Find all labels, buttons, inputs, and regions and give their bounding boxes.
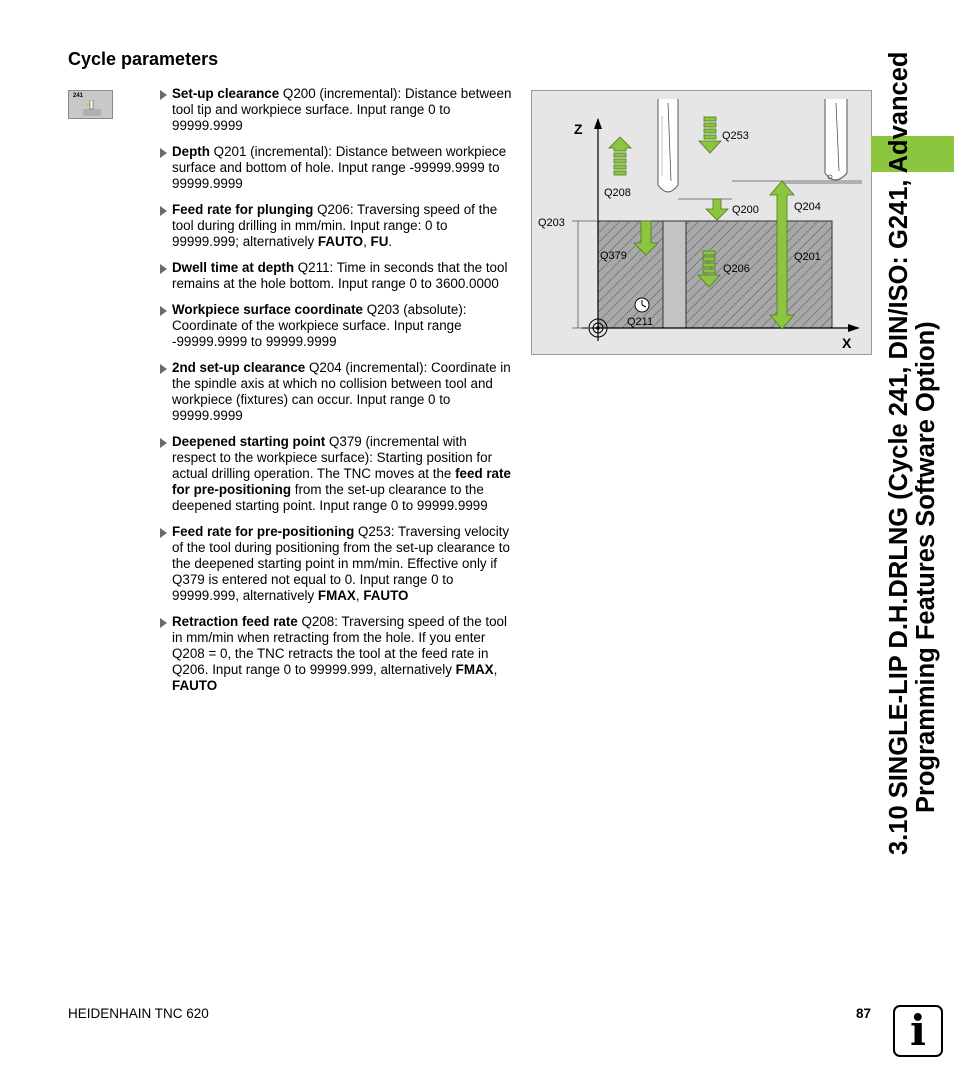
cycle-241-softkey xyxy=(68,90,113,119)
param-name: 2nd set-up clearance xyxy=(172,360,306,375)
dwell-clock-icon xyxy=(635,298,649,312)
param-desc: Q211: Time in seconds that the tool remains at the hole bottom. Input range 0 to 3600.0000 xyxy=(172,260,508,291)
chapter-title-line1: 3.10 SINGLE-LIP D.H.DRLNG (Cycle 241, DIN/ISO: G241, Advanced xyxy=(885,51,913,855)
param-desc: Q253: Traversing velocity of the tool during positioning from the set-up clearance to the deepened starting point in mm/min. Effective only if Q379 is entered not equal to 0. Input range 0 to 99999.999, alternatively xyxy=(172,524,510,603)
param-desc: Q206: Traversing speed of the tool during drilling in mm/min. Input range: 0 to 99999.999; alternatively xyxy=(172,202,498,249)
z-axis-label: Z xyxy=(574,121,583,137)
param-option: FAUTO xyxy=(317,234,364,249)
bullet-arrow-icon xyxy=(160,618,167,628)
param-name: Feed rate for pre-positioning xyxy=(172,524,355,539)
param-name: Workpiece surface coordinate xyxy=(172,302,364,317)
chapter-title xyxy=(886,45,940,855)
param-option: FAUTO xyxy=(363,588,409,603)
cycle-diagram xyxy=(531,90,872,355)
label-q253: Q253 xyxy=(722,130,749,142)
bullet-arrow-icon xyxy=(160,90,167,100)
section-title: Cycle parameters xyxy=(68,49,219,69)
param-dwell-time xyxy=(160,260,512,292)
param-desc: Q208: Traversing speed of the tool in mm/min when retracting from the hole. If you enter Q208 = 0, the TNC retracts the tool at the feed rate in Q206. Input range 0 to 99999.999, alternatively xyxy=(172,614,507,677)
param-desc-end: . xyxy=(388,234,393,249)
param-name: Dwell time at depth xyxy=(172,260,295,275)
bullet-arrow-icon xyxy=(160,438,167,448)
param-name: Deepened starting point xyxy=(172,434,326,449)
param-name: Feed rate for plunging xyxy=(172,202,314,217)
param-desc: Q200 (incremental): Distance between tool tip and workpiece surface. Input range 0 to 99999.9999 xyxy=(172,86,512,133)
separator: , xyxy=(493,662,498,677)
q200-arrow xyxy=(706,199,728,220)
softkey-number: 241 xyxy=(73,93,84,99)
param-depth xyxy=(160,144,512,192)
param-desc: Q379 (incremental with respect to the workpiece surface): Starting position for actual drilling operation. The TNC moves at the xyxy=(172,434,493,481)
bullet-arrow-icon xyxy=(160,306,167,316)
label-q204: Q204 xyxy=(794,201,821,213)
param-2nd-setup-clearance xyxy=(160,360,512,424)
param-desc-end: from the set-up clearance to the deepened starting point. Input range 0 to 99999.9999 xyxy=(172,482,488,513)
parameter-list xyxy=(160,86,512,704)
bullet-arrow-icon xyxy=(160,528,167,538)
label-q203: Q203 xyxy=(538,217,565,229)
bullet-arrow-icon xyxy=(160,364,167,374)
param-emphasis: feed rate for pre-positioning xyxy=(172,466,511,497)
param-retraction-feed xyxy=(160,614,512,694)
drill-cycle-softkey-icon xyxy=(83,100,101,116)
info-glyph: i xyxy=(910,1006,926,1055)
separator: , xyxy=(355,588,364,603)
param-option: FMAX xyxy=(455,662,494,677)
label-q206: Q206 xyxy=(723,263,750,275)
label-q201: Q201 xyxy=(794,251,821,263)
param-name: Depth xyxy=(172,144,210,159)
q208-retract-arrow xyxy=(609,137,631,175)
param-deepened-start xyxy=(160,434,512,514)
param-desc: Q203 (absolute): Coordinate of the workpiece surface. Input range -99999.9999 to 99999.9999 xyxy=(172,302,467,349)
param-option: FMAX xyxy=(317,588,356,603)
bullet-arrow-icon xyxy=(160,264,167,274)
param-name: Set-up clearance xyxy=(172,86,280,101)
label-q208: Q208 xyxy=(604,187,631,199)
bullet-arrow-icon xyxy=(160,148,167,158)
info-icon xyxy=(893,1005,943,1057)
param-option: FU xyxy=(370,234,389,249)
param-surface-coordinate xyxy=(160,302,512,350)
footer-manual-name: HEIDENHAIN TNC 620 xyxy=(68,1006,209,1021)
param-setup-clearance xyxy=(160,86,512,134)
param-name: Retraction feed rate xyxy=(172,614,298,629)
label-q200: Q200 xyxy=(732,204,759,216)
label-q211: Q211 xyxy=(627,316,654,328)
bullet-arrow-icon xyxy=(160,206,167,216)
drill-tool-left xyxy=(658,99,678,192)
label-q379: Q379 xyxy=(600,250,627,262)
workpiece xyxy=(598,221,832,328)
param-option: FAUTO xyxy=(172,678,218,693)
separator: , xyxy=(363,234,371,249)
param-desc: Q204 (incremental): Coordinate in the spindle axis at which no collision between tool and workpiece (fixtures) can occur. Input range 0 to 99999.9999 xyxy=(172,360,511,423)
drill-tool-right xyxy=(825,99,847,180)
chapter-title-line2: Programming Features Software Option) xyxy=(912,321,940,813)
q253-prepos-arrow xyxy=(699,117,721,153)
x-axis-label: X xyxy=(842,335,852,351)
param-desc: Q201 (incremental): Distance between workpiece surface and bottom of hole. Input range -99999.9999 to 99999.9999 xyxy=(172,144,507,191)
param-feed-prepositioning xyxy=(160,524,512,604)
param-feed-plunging xyxy=(160,202,512,250)
page-number: 87 xyxy=(856,1006,872,1021)
